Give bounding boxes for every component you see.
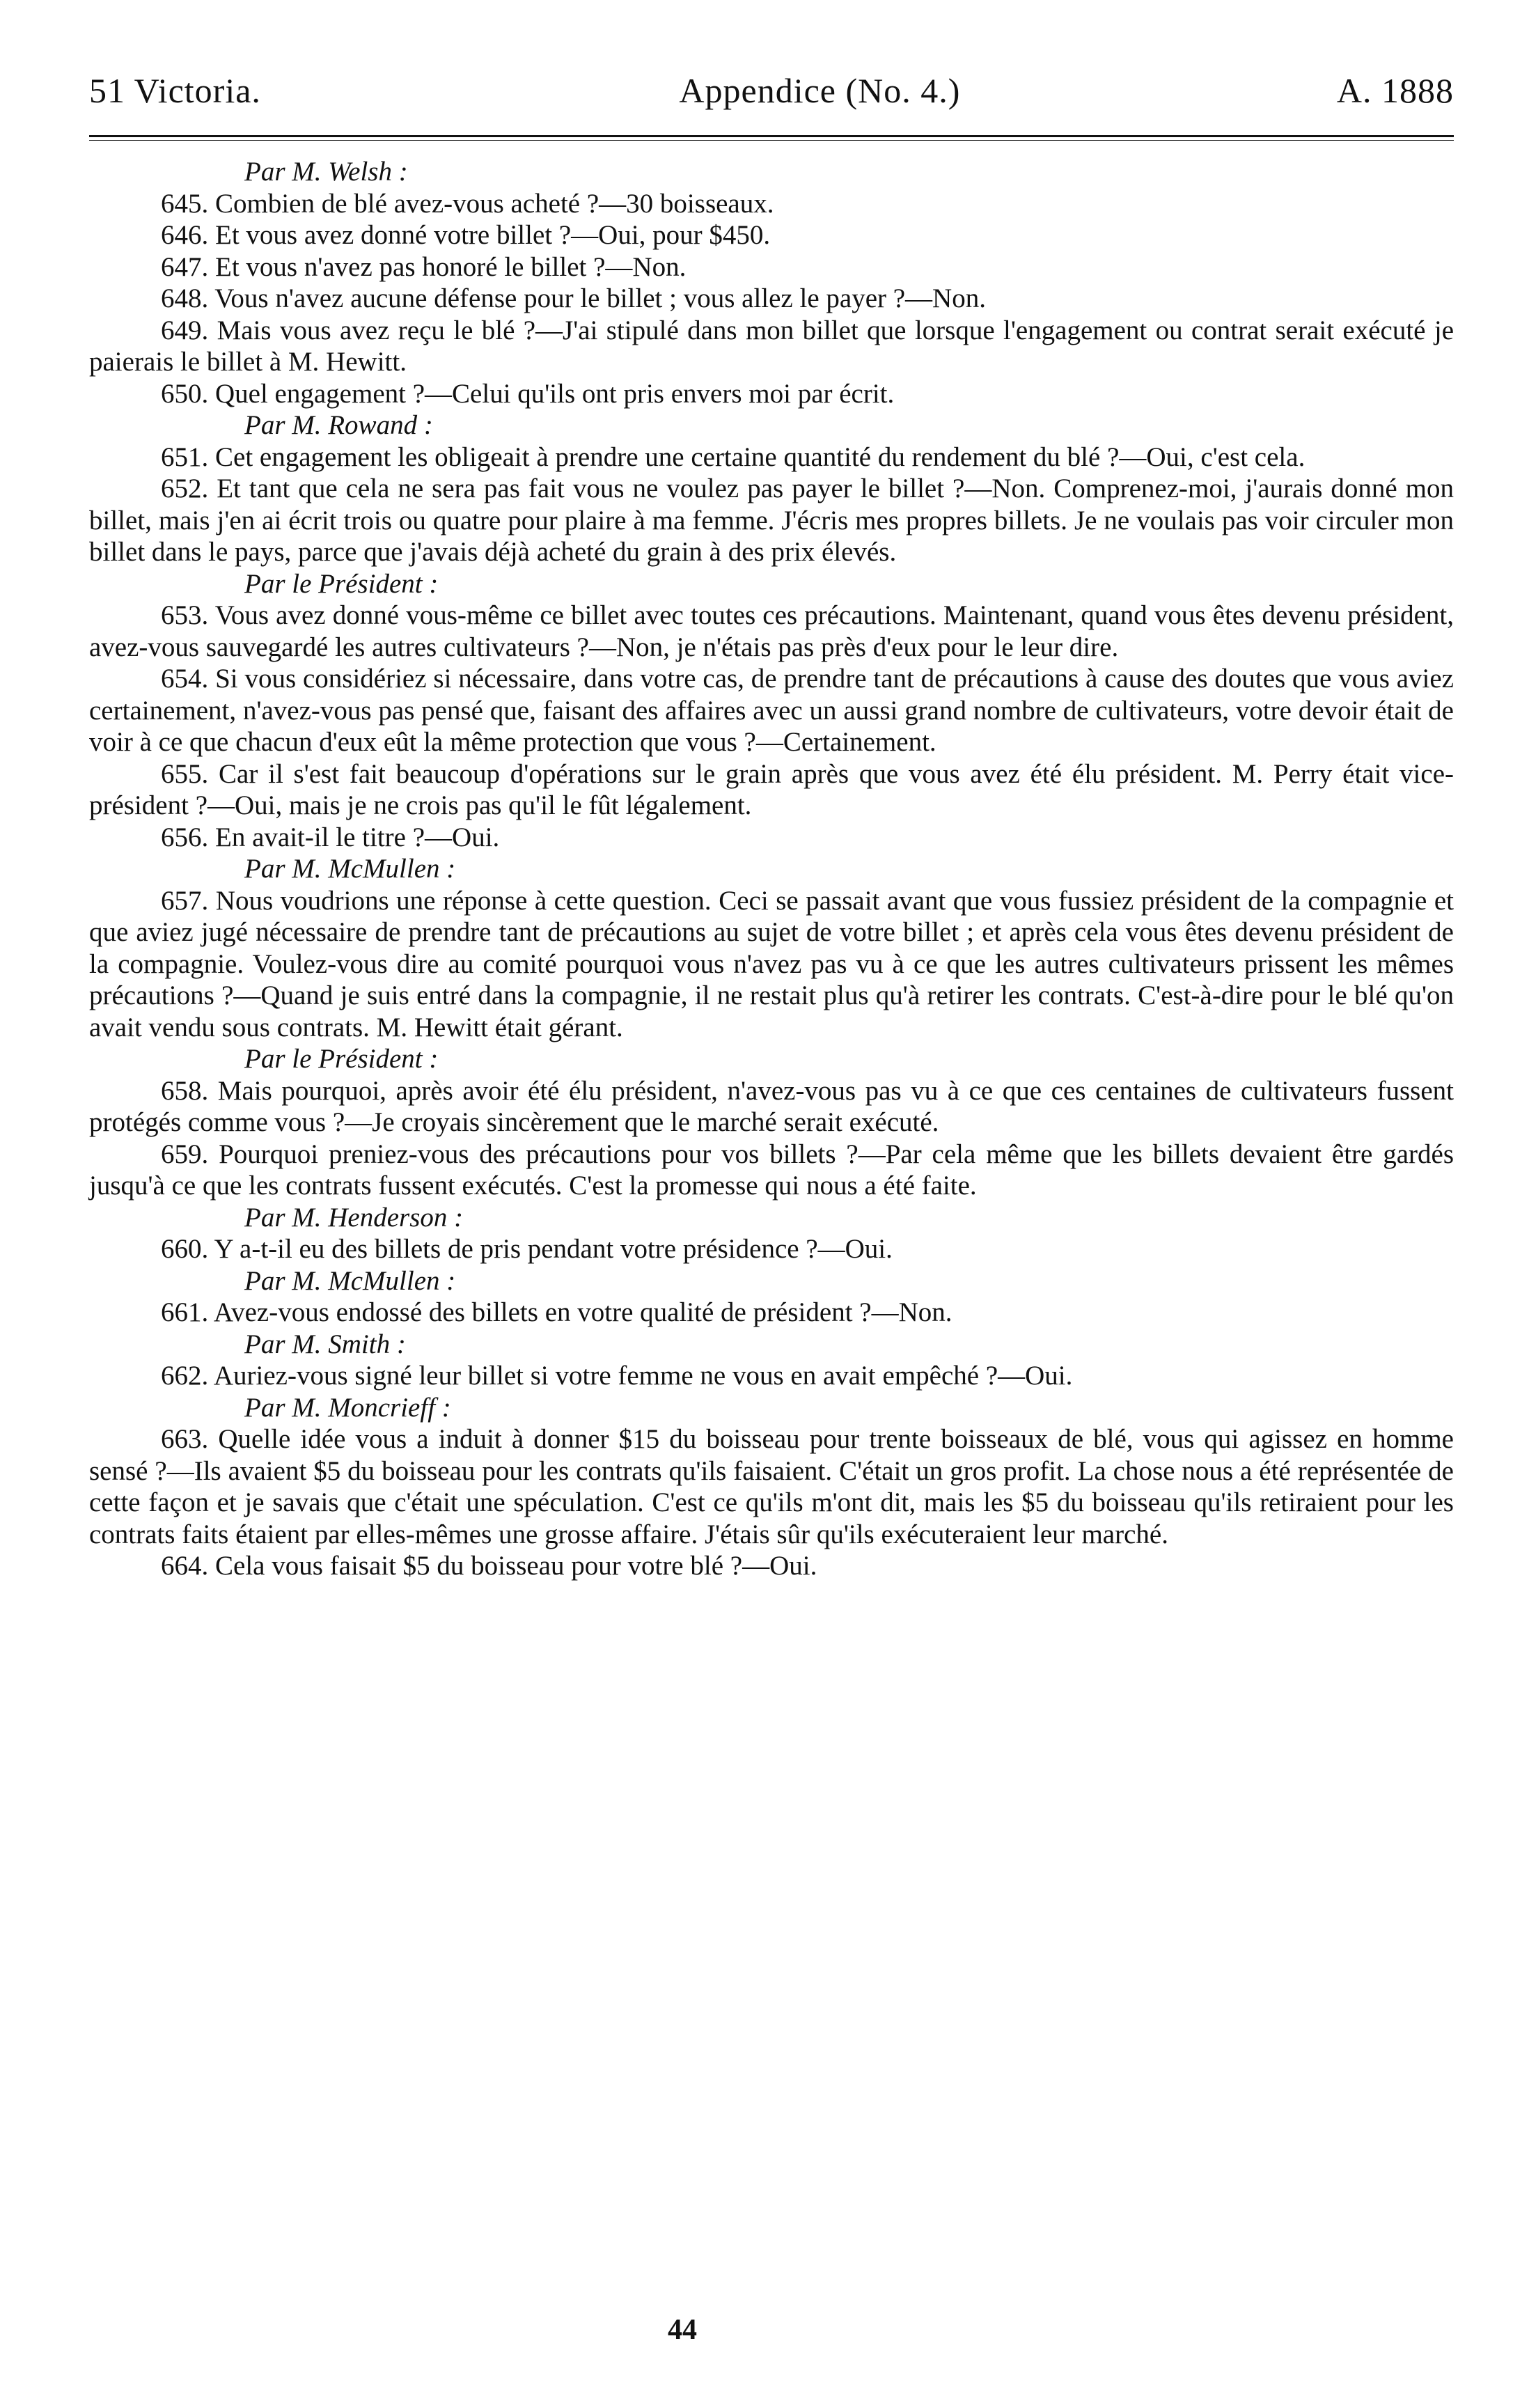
- speaker-heading: Par le Président :: [244, 1044, 439, 1074]
- speaker-heading: Par M. Welsh :: [244, 157, 408, 187]
- speaker-heading: Par M. Henderson :: [244, 1202, 464, 1233]
- question-answer: 658. Mais pourquoi, après avoir été élu président, n'avez-vous pas vu à ce que ces centaines de cultivateurs fussent protégés comme vous ?—Je croyais sincèrement que le marché serait exécuté.: [89, 1075, 1454, 1137]
- header-appendix: Appendice (No. 4.): [679, 71, 961, 110]
- header-rule: [89, 135, 1454, 141]
- question-answer: 648. Vous n'avez aucune défense pour le billet ; vous allez le payer ?—Non.: [161, 283, 986, 313]
- header-session: 51 Victoria.: [89, 71, 261, 110]
- question-answer: 650. Quel engagement ?—Celui qu'ils ont pris envers moi par écrit.: [161, 378, 895, 409]
- question-answer: 656. En avait-il le titre ?—Oui.: [161, 822, 500, 852]
- speaker-heading: Par M. McMullen :: [244, 1265, 456, 1296]
- testimony-body: [89, 156, 1454, 1582]
- question-answer: 649. Mais vous avez reçu le blé ?—J'ai stipulé dans mon billet que lorsque l'engagement ou contrat serait exécuté je paierais le billet à M. Hewitt.: [89, 315, 1454, 377]
- speaker-heading: Par le Président :: [244, 568, 439, 599]
- question-answer: 652. Et tant que cela ne sera pas fait vous ne voulez pas payer le billet ?—Non. Comprenez-moi, j'aurais donné mon billet, mais j'en ai écrit trois ou quatre pour plaire à ma femme. J'écris mes propres billets. Je ne voulais pas voir circuler mon billet dans le pays, parce que j'avais déjà acheté du grain à des prix élevés.: [89, 474, 1454, 567]
- question-answer: 657. Nous voudrions une réponse à cette question. Ceci se passait avant que vous fussiez président de la compagnie et que aviez jugé nécessaire de prendre tant de précautions au sujet de votre billet ; et après cela vous êtes devenu président de la compagnie. Voulez-vous dire au comité pourquoi vous n'avez pas vu à ce que les autres cultivateurs prissent les mêmes précautions ?—Quand je suis entré dans la compagnie, il ne restait plus qu'à retirer les contrats. C'est-à-dire pour le blé qu'on avait vendu sous contrats. M. Hewitt était gérant.: [89, 885, 1454, 1042]
- running-header: [89, 70, 1454, 111]
- question-answer: 663. Quelle idée vous a induit à donner $15 du boisseau pour trente boisseaux de blé, vous qui agissez en homme sensé ?—Ils avaient $5 du boisseau pour les contrats qu'ils faisaient. C'était un gros profit. La chose nous a été représentée de cette façon et je savais que c'était une spéculation. C'est ce qu'ils m'ont dit, mais les $5 du boisseau qu'ils retiraient pour les contrats faits étaient par elles-mêmes une grosse affaire. J'étais sûr qu'ils exécuteraient leur marché.: [89, 1424, 1454, 1549]
- header-year: A. 1888: [1336, 71, 1454, 110]
- page: [89, 70, 1454, 1582]
- question-answer: 654. Si vous considériez si nécessaire, dans votre cas, de prendre tant de précautions à cause des doutes que vous aviez certainement, n'avez-vous pas pensé que, faisant des affaires avec un aussi grand nombre de cultivateurs, votre devoir était de voir à ce que chacun d'eux eût la même protection que vous ?—Certainement.: [89, 664, 1454, 757]
- question-answer: 645. Combien de blé avez-vous acheté ?—30 boisseaux.: [161, 188, 774, 219]
- question-answer: 664. Cela vous faisait $5 du boisseau pour votre blé ?—Oui.: [161, 1551, 817, 1581]
- speaker-heading: Par M. Moncrieff :: [244, 1392, 451, 1423]
- question-answer: 647. Et vous n'avez pas honoré le billet ?—Non.: [161, 251, 687, 282]
- question-answer: 662. Auriez-vous signé leur billet si votre femme ne vous en avait empêché ?—Oui.: [161, 1361, 1073, 1391]
- page-number: 44: [668, 2314, 697, 2346]
- question-answer: 655. Car il s'est fait beaucoup d'opérations sur le grain après que vous avez été élu président. M. Perry était vice-président ?—Oui, mais je ne crois pas qu'il le fût légalement.: [89, 758, 1454, 820]
- speaker-heading: Par M. Rowand :: [244, 410, 433, 440]
- question-answer: 651. Cet engagement les obligeait à prendre une certaine quantité du rendement du blé ?—Oui, c'est cela.: [161, 441, 1305, 472]
- question-answer: 661. Avez-vous endossé des billets en votre qualité de président ?—Non.: [161, 1297, 952, 1327]
- speaker-heading: Par M. McMullen :: [244, 854, 456, 884]
- question-answer: 660. Y a-t-il eu des billets de pris pendant votre présidence ?—Oui.: [161, 1234, 893, 1264]
- question-answer: 653. Vous avez donné vous-même ce billet avec toutes ces précautions. Maintenant, quand vous êtes devenu président, avez-vous sauvegardé les autres cultivateurs ?—Non, je n'étais pas près d'eux pour le leur dire.: [89, 600, 1454, 662]
- question-answer: 646. Et vous avez donné votre billet ?—Oui, pour $450.: [161, 220, 771, 250]
- question-answer: 659. Pourquoi preniez-vous des précautions pour vos billets ?—Par cela même que les billets devaient être gardés jusqu'à ce que les contrats fussent exécutés. C'est la promesse qui nous a été faite.: [89, 1139, 1454, 1201]
- speaker-heading: Par M. Smith :: [244, 1329, 406, 1359]
